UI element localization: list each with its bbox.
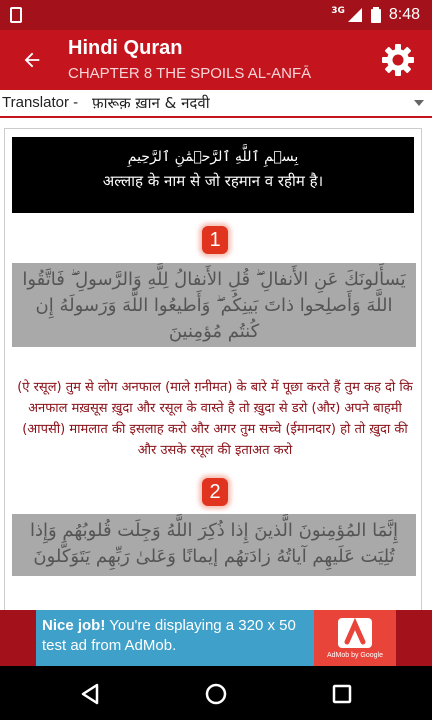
admob-icon xyxy=(338,618,372,648)
ad-banner[interactable] xyxy=(0,610,432,666)
back-button[interactable] xyxy=(8,36,56,84)
battery-icon xyxy=(371,7,381,23)
test-ad[interactable] xyxy=(36,610,396,666)
admob-logo xyxy=(314,610,396,666)
app-bar xyxy=(0,30,432,90)
notification-icon xyxy=(10,7,22,23)
bismillah-banner xyxy=(12,137,414,213)
bismillah-arabic: بِسۡمِ ٱللَّهِ ٱلرَّحۡمَٰنِ ٱلرَّحِيمِ xyxy=(127,149,299,165)
ad-body: You're displaying a 320 x 50 test ad from AdMob. xyxy=(42,617,296,654)
ad-text xyxy=(42,616,312,656)
bismillah-hindi: अल्लाह के नाम से जो रहमान व रहीम है। xyxy=(102,172,324,190)
settings-button[interactable] xyxy=(376,38,420,82)
nav-home-button[interactable] xyxy=(196,674,236,714)
arrow-back-icon xyxy=(21,49,43,71)
nav-back-icon xyxy=(80,683,100,705)
admob-label: AdMob by Google xyxy=(326,651,384,659)
gear-icon xyxy=(380,42,416,78)
clock: 8:48 xyxy=(388,6,420,23)
status-bar xyxy=(0,0,432,30)
nav-recents-button[interactable] xyxy=(322,674,362,714)
ad-headline: Nice job! xyxy=(42,617,106,634)
verse-arabic: إِنَّمَا المُؤمِنونَ الَّذينَ إِذا ذُكِرَ اللَّهُ وَجِلَت قُلوبُهُم وَإِذا تُلِيَت عَلَيهِم آياتُهُ زادَتهُم إيمانًا وَعَلىٰ رَبِّهِم يَتَوَكَّلونَ xyxy=(12,514,416,576)
verse-number-badge: 1 xyxy=(202,226,228,254)
nav-recents-icon xyxy=(332,684,352,704)
verse-number-badge: 2 xyxy=(202,478,228,506)
translator-value: फ़ारूक़ ख़ान & नदवी xyxy=(92,94,210,112)
verse-list[interactable] xyxy=(0,126,432,610)
dropdown-arrow-icon xyxy=(414,100,424,106)
translator-label: Translator - xyxy=(2,94,79,111)
app-title: Hindi Quran xyxy=(68,37,183,59)
status-indicators xyxy=(331,0,420,30)
verse-arabic: يَسأَلونَكَ عَنِ الأَنفالِ ۖ قُلِ الأَنفالُ لِلَّهِ وَالرَّسولِ ۖ فَاتَّقُوا اللَّهَ وَأَصلِحوا ذاتَ بَينِكُم ۖ وَأَطيعُوا اللَّهَ وَرَسولَهُ إِن كُنتُم مُؤمِنينَ xyxy=(12,263,416,347)
system-nav-bar xyxy=(0,666,432,720)
verse-hindi: (ऐ रसूल) तुम से लोग अनफाल (माले ग़नीमत) के बारे में पूछा करते हैं तुम कह दो कि अनफाल मख़सूस ख़ुदा और रसूल के वास्ते है तो ख़ुदा से डरो (और) अपने बाहमी (आपसी) मामलात की इसलाह करो और अगर तुम सच्चे (ईमानदार) हो तो ख़ुदा की और उसके रसूल की इताअत करो xyxy=(17,380,413,458)
chapter-subtitle: CHAPTER 8 THE SPOILS AL-ANFĀ xyxy=(68,65,312,82)
verse-card xyxy=(4,128,422,610)
translator-selector[interactable] xyxy=(0,90,432,118)
signal-icon xyxy=(347,7,363,23)
nav-back-button[interactable] xyxy=(70,674,110,714)
network-type: 3G xyxy=(331,6,345,16)
nav-home-icon xyxy=(204,682,228,706)
